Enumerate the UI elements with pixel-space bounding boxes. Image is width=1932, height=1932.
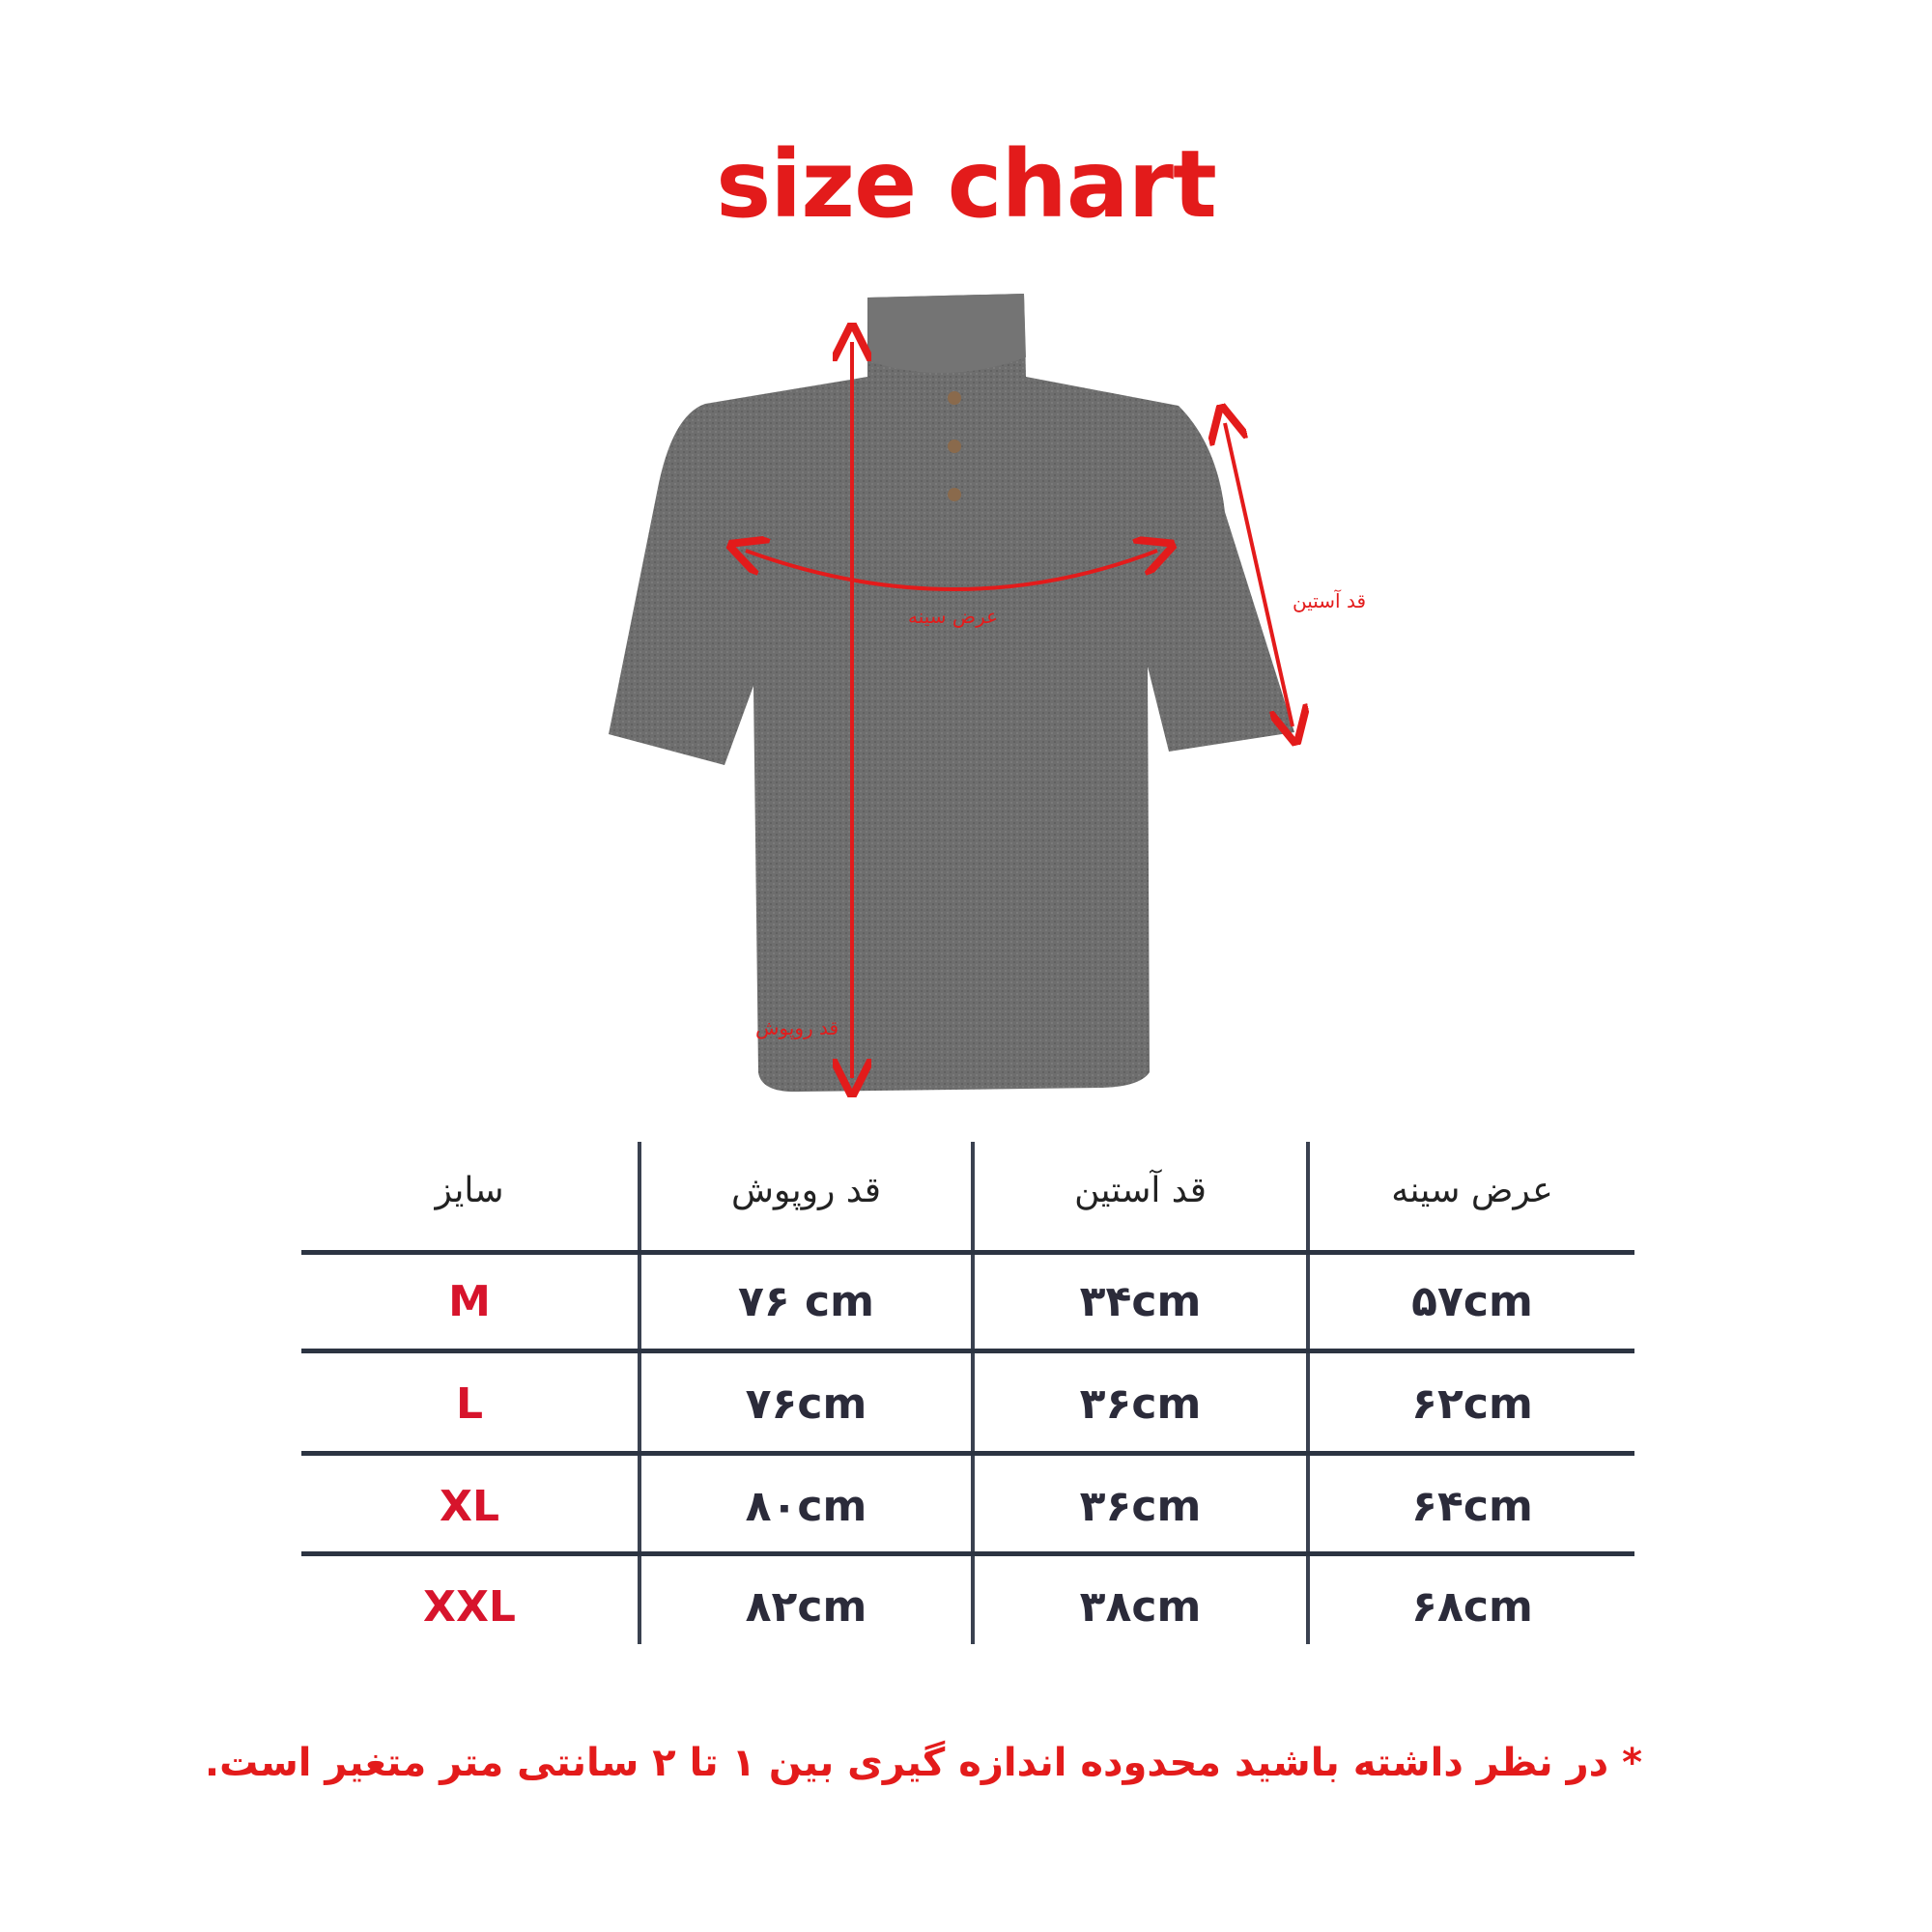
row-size: M <box>448 1277 491 1326</box>
row-size: L <box>455 1379 484 1429</box>
row-sleeve-length: ۳۶cm <box>1079 1379 1202 1429</box>
table-rule <box>301 1250 1634 1255</box>
chest-width-label: عرض سینه <box>908 605 999 628</box>
shirt-diagram <box>599 280 1391 1111</box>
row-garment-length: ۷۶ cm <box>738 1277 874 1326</box>
garment-length-label: قد روپوش <box>755 1016 839 1039</box>
row-chest-width: ۶۸cm <box>1411 1582 1533 1632</box>
sleeve-length-label: قد آستین <box>1293 589 1367 612</box>
collar-shape <box>867 294 1026 373</box>
table-rule <box>301 1551 1634 1556</box>
header-chest-width: عرض سینه <box>1391 1171 1553 1210</box>
table-rule <box>301 1349 1634 1353</box>
row-sleeve-length: ۳۸cm <box>1079 1582 1202 1632</box>
row-size: XXL <box>423 1582 516 1632</box>
row-sleeve-length: ۳۴cm <box>1079 1277 1202 1326</box>
page-title: size chart <box>716 130 1216 239</box>
row-chest-width: ۵۷cm <box>1411 1277 1533 1326</box>
button-top <box>948 391 961 405</box>
row-size: XL <box>440 1482 499 1531</box>
row-sleeve-length: ۳۶cm <box>1079 1482 1202 1531</box>
button-bottom <box>948 488 961 501</box>
header-garment-length: قد روپوش <box>731 1171 881 1210</box>
row-chest-width: ۶۲cm <box>1411 1379 1533 1429</box>
row-garment-length: ۸۰cm <box>745 1482 867 1531</box>
button-middle <box>948 440 961 453</box>
row-chest-width: ۶۴cm <box>1411 1482 1533 1531</box>
table-rule <box>301 1451 1634 1456</box>
row-garment-length: ۷۶cm <box>745 1379 867 1429</box>
row-garment-length: ۸۲cm <box>745 1582 867 1632</box>
shirt-shape <box>609 294 1294 1092</box>
header-sleeve-length: قد آستین <box>1074 1171 1207 1210</box>
measurement-note: * در نظر داشته باشید محدوده اندازه گیری بین ۱ تا ۲ سانتی متر متغیر است. <box>204 1741 1642 1785</box>
header-size: سایز <box>435 1171 504 1210</box>
